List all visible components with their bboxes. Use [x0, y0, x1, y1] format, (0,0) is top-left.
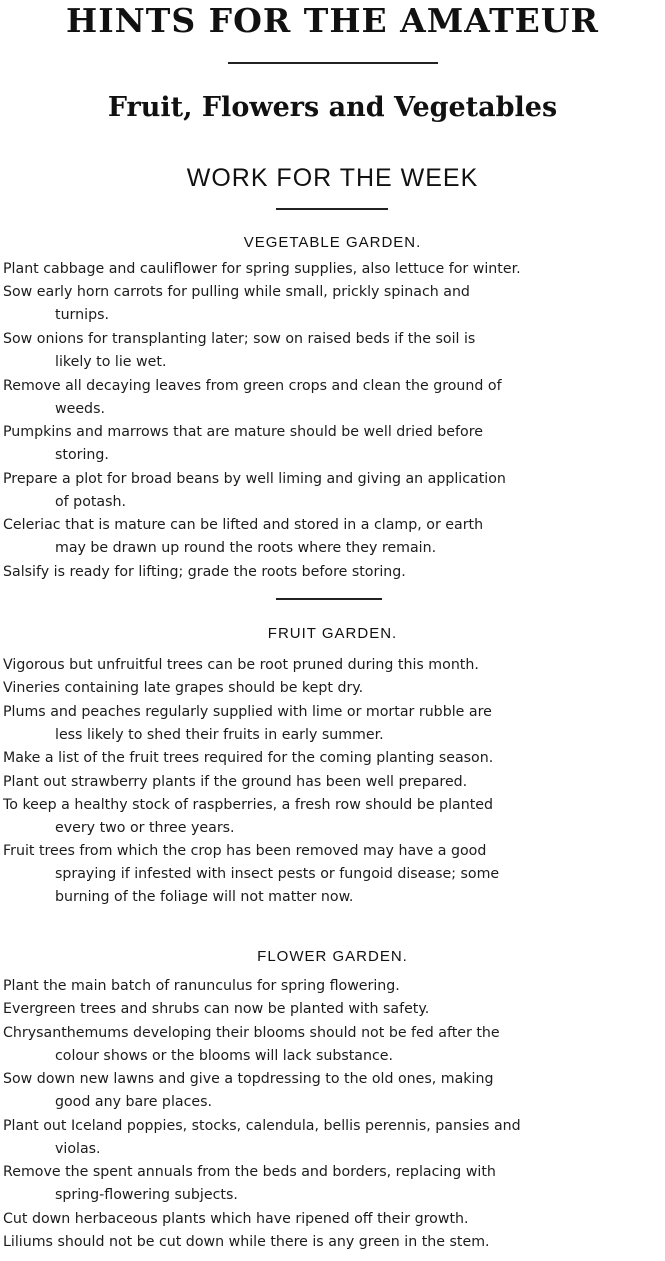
list-item — [3, 1115, 663, 1161]
item-text: Salsify is ready for lifting; grade the roots before storing. — [3, 563, 406, 580]
list-item — [3, 328, 663, 374]
list-item — [3, 998, 663, 1021]
item-text-continued: colour shows or the blooms will lack substance. — [55, 1047, 394, 1064]
list-item — [3, 1208, 663, 1231]
item-text: Plant out Iceland poppies, stocks, calendula, bellis perennis, pansies and — [3, 1117, 521, 1134]
list-item — [3, 514, 663, 560]
list-item — [3, 1231, 663, 1254]
list-item — [3, 747, 663, 770]
item-text-continued: spraying if infested with insect pests or fungoid disease; some — [55, 866, 500, 883]
list-item — [3, 794, 663, 840]
item-text-continued: burning of the foliage will not matter now. — [55, 889, 354, 906]
item-text: To keep a healthy stock of raspberries, a fresh row should be planted — [3, 796, 493, 813]
list-item — [3, 421, 663, 467]
list-item — [3, 1161, 663, 1207]
item-text-continued: less likely to shed their fruits in early summer. — [55, 726, 384, 743]
page-title: HINTS FOR THE AMATEUR — [66, 1, 599, 40]
section-heading-fruit: FRUIT GARDEN. — [267, 625, 398, 642]
item-text: Vineries containing late grapes should be kept dry. — [3, 680, 364, 697]
item-text: Vigorous but unfruitful trees can be root pruned during this month. — [3, 657, 479, 673]
list-item — [3, 677, 663, 700]
item-text-continued: spring-flowering subjects. — [55, 1187, 238, 1204]
item-text-continued: may be drawn up round the roots where they remain. — [55, 540, 437, 557]
item-text-continued: violas. — [55, 1140, 101, 1157]
work-heading: WORK FOR THE WEEK — [186, 164, 479, 192]
list-item — [3, 701, 663, 747]
item-text: Plant out strawberry plants if the ground has been well prepared. — [3, 773, 468, 790]
list-item — [3, 771, 663, 794]
item-text: Sow onions for transplanting later; sow on raised beds if the soil is — [3, 330, 476, 347]
heading-divider — [276, 208, 388, 210]
item-text-continued: storing. — [55, 447, 109, 464]
item-text-continued: likely to lie wet. — [55, 353, 167, 370]
page-subtitle: Fruit, Flowers and Vegetables — [107, 92, 558, 123]
item-text: Prepare a plot for broad beans by well liming and giving an application — [3, 470, 506, 487]
item-text: Celeriac that is mature can be lifted and stored in a clamp, or earth — [3, 517, 484, 534]
item-text: Make a list of the fruit trees required for the coming planting season. — [3, 750, 494, 767]
list-item — [3, 258, 663, 281]
list-item — [3, 468, 663, 514]
title-divider — [228, 62, 438, 64]
item-text-continued: of potash. — [55, 493, 127, 510]
section-heading-flower: FLOWER GARDEN. — [257, 948, 408, 965]
item-text: Plums and peaches regularly supplied with lime or mortar rubble are — [3, 703, 492, 720]
list-item — [3, 975, 663, 998]
list-item — [3, 281, 663, 327]
item-text: Pumpkins and marrows that are mature should be well dried before — [3, 424, 483, 441]
item-text: Cut down herbaceous plants which have ripened off their growth. — [3, 1211, 469, 1227]
list-item — [3, 654, 663, 677]
item-text: Sow down new lawns and give a topdressing to the old ones, making — [3, 1071, 494, 1088]
item-text: Remove all decaying leaves from green crops and clean the ground of — [3, 377, 502, 394]
item-text: Fruit trees from which the crop has been removed may have a good — [3, 843, 487, 860]
item-text: Plant cabbage and cauliflower for spring supplies, also lettuce for winter. — [3, 261, 521, 277]
section-divider — [276, 598, 382, 600]
list-item — [3, 1022, 663, 1068]
item-text: Sow early horn carrots for pulling while small, prickly spinach and — [3, 284, 470, 301]
item-text-continued: every two or three years. — [55, 819, 235, 836]
item-text-continued: good any bare places. — [55, 1094, 213, 1111]
item-text: Remove the spent annuals from the beds and borders, replacing with — [3, 1164, 496, 1181]
list-item — [3, 561, 663, 584]
item-text: Evergreen trees and shrubs can now be planted with safety. — [3, 1001, 430, 1018]
section-heading-vegetable: VEGETABLE GARDEN. — [243, 234, 422, 251]
item-text: Chrysanthemums developing their blooms should not be fed after the — [3, 1024, 500, 1041]
item-text: Liliums should not be cut down while there is any green in the stem. — [3, 1234, 490, 1251]
list-item — [3, 375, 663, 421]
item-text-continued: weeds. — [55, 400, 105, 417]
item-text: Plant the main batch of ranunculus for spring flowering. — [3, 978, 400, 994]
item-text-continued: turnips. — [55, 307, 109, 324]
list-item — [3, 1068, 663, 1114]
list-item — [3, 840, 663, 909]
